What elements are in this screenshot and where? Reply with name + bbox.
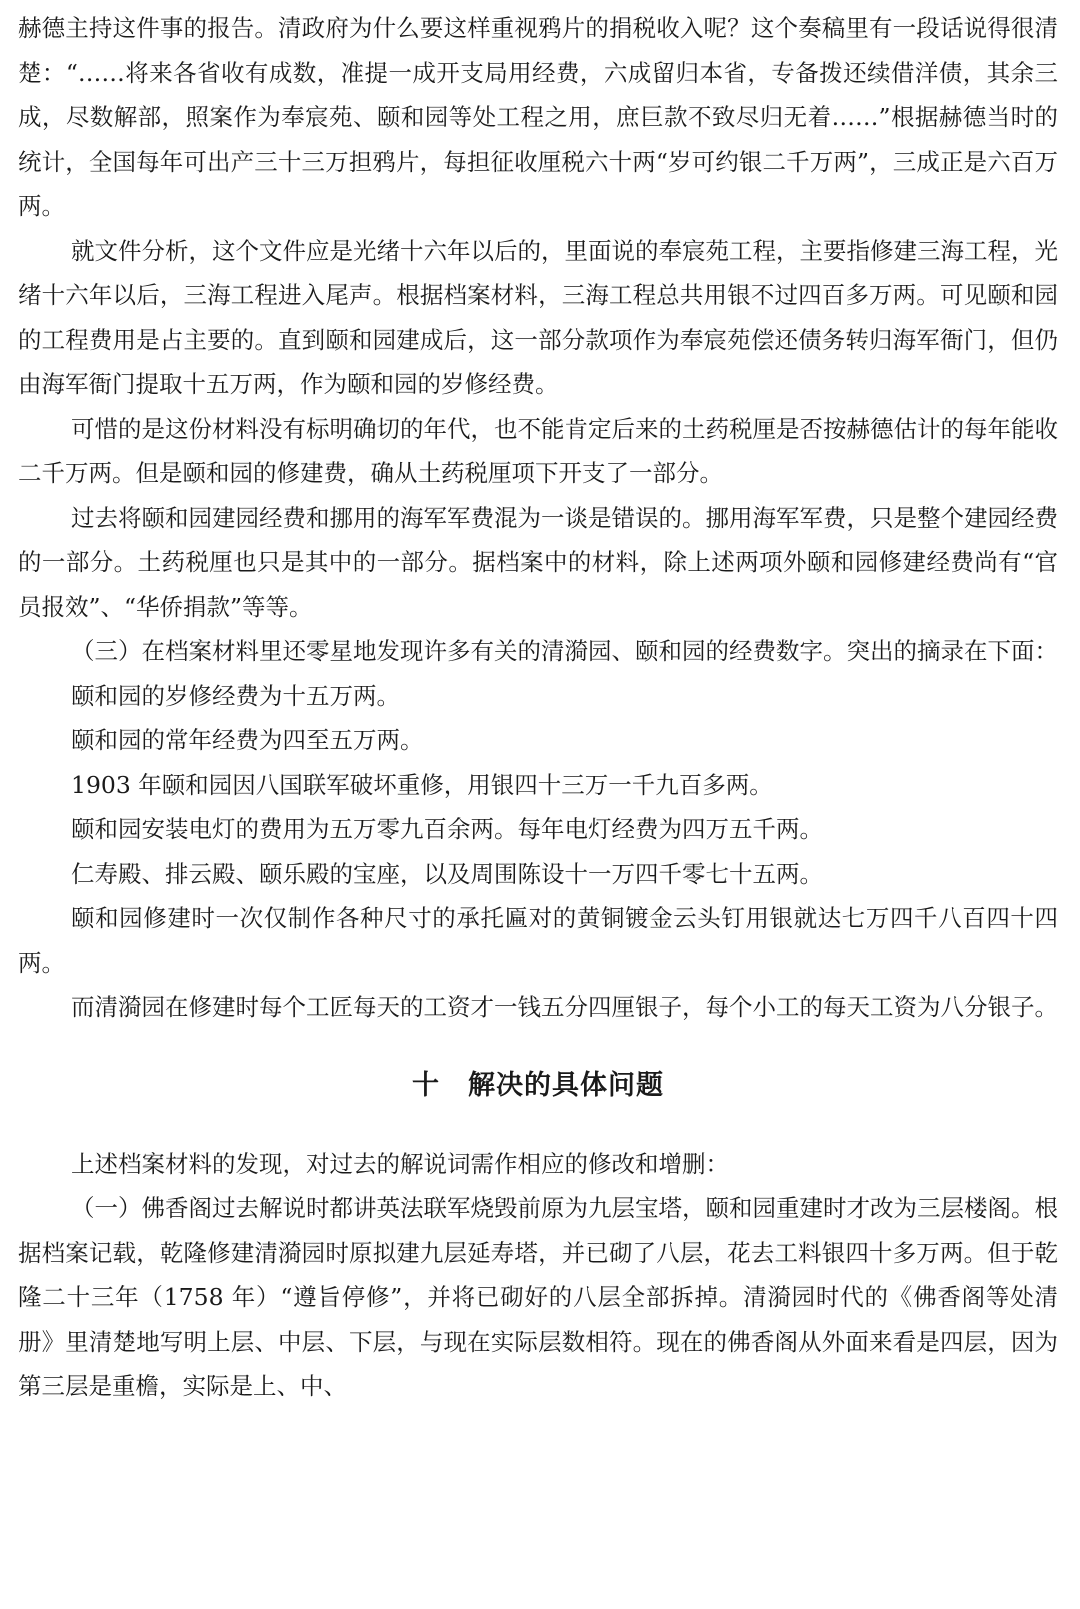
list-item: 颐和园的岁修经费为十五万两。 bbox=[71, 681, 400, 710]
paragraph-hart-report: 赫德主持这件事的报告。清政府为什么要这样重视鸦片的捐税收入呢？这个奏稿里有一段话说得很清楚：“……将来各省收有成数，准提一成开支局用经费，六成留归本省，专备拨还续借洋债，其余三成，尽数解部，照案作为奉宸苑、颐和园等处工程之用，庶巨款不致尽归无着……”根据赫德当时的统计，全国每年可出产三十三万担鸦片，每担征收厘税六十两“岁可约银二千万两”，三成正是六百万两。 bbox=[18, 14, 1058, 220]
document-page bbox=[18, 6, 1058, 1409]
paragraph-foxiangge: （一）佛香阁过去解说时都讲英法联军烧毁前原为九层宝塔，颐和园重建时才改为三层楼阁。根据档案记载，乾隆修建清漪园时原拟建九层延寿塔，并已砌了八层，花去工料银四十多万两。但于乾隆二十三年（1758 年）“遵旨停修”，并将已砌好的八层全部拆掉。清漪园时代的《佛香阁等处清册》里清楚地写明上层、中层、下层，与现在实际层数相符。现在的佛香阁从外面来看是四层，因为第三层是重檐，实际是上、中、 bbox=[18, 1194, 1058, 1400]
paragraph-unknown-year: 可惜的是这份材料没有标明确切的年代，也不能肯定后来的土药税厘是否按赫德估计的每年能收二千万两。但是颐和园的修建费，确从土药税厘项下开支了一部分。 bbox=[18, 414, 1058, 487]
paragraph-funds-misconception: 过去将颐和园建园经费和挪用的海军军费混为一谈是错误的。挪用海军军费，只是整个建园经费的一部分。土药税厘也只是其中的一部分。据档案中的材料，除上述两项外颐和园修建经费尚有“官员报效”、“华侨捐款”等等。 bbox=[18, 503, 1058, 621]
list-item: 颐和园修建时一次仅制作各种尺寸的承托匾对的黄铜镀金云头钉用银就达七万四千八百四十四两。 bbox=[18, 904, 1058, 977]
list-item: 仁寿殿、排云殿、颐乐殿的宝座，以及周围陈设十一万四千零七十五两。 bbox=[71, 859, 823, 888]
list-item: 颐和园的常年经费为四至五万两。 bbox=[71, 726, 424, 754]
paragraph-document-analysis: 就文件分析，这个文件应是光绪十六年以后的，里面说的奉宸苑工程，主要指修建三海工程，光绪十六年以后，三海工程进入尾声。根据档案材料，三海工程总共用银不过四百多万两。可见颐和园的工程费用是占主要的。直到颐和园建成后，这一部分款项作为奉宸苑偿还债务转归海军衙门，但仍由海军衙门提取十五万两，作为颐和园的岁修经费。 bbox=[18, 236, 1058, 398]
expense-list bbox=[18, 674, 1058, 1030]
paragraph-section-three: （三）在档案材料里还零星地发现许多有关的清漪园、颐和园的经费数字。突出的摘录在下面： bbox=[71, 637, 1058, 665]
list-item: 1903 年颐和园因八国联军破坏重修，用银四十三万一千九百多两。 bbox=[71, 770, 773, 799]
section-title-text: 解决的具体问题 bbox=[468, 1069, 664, 1101]
list-item: 而清漪园在修建时每个工匠每天的工资才一钱五分四厘银子，每个小工的每天工资为八分银子。 bbox=[71, 993, 1058, 1021]
section-heading bbox=[18, 1066, 1058, 1106]
paragraph-revisions-intro: 上述档案材料的发现，对过去的解说词需作相应的修改和增删： bbox=[71, 1149, 729, 1178]
list-item: 颐和园安装电灯的费用为五万零九百余两。每年电灯经费为四万五千两。 bbox=[71, 815, 823, 843]
section-number: 十 bbox=[412, 1069, 440, 1101]
